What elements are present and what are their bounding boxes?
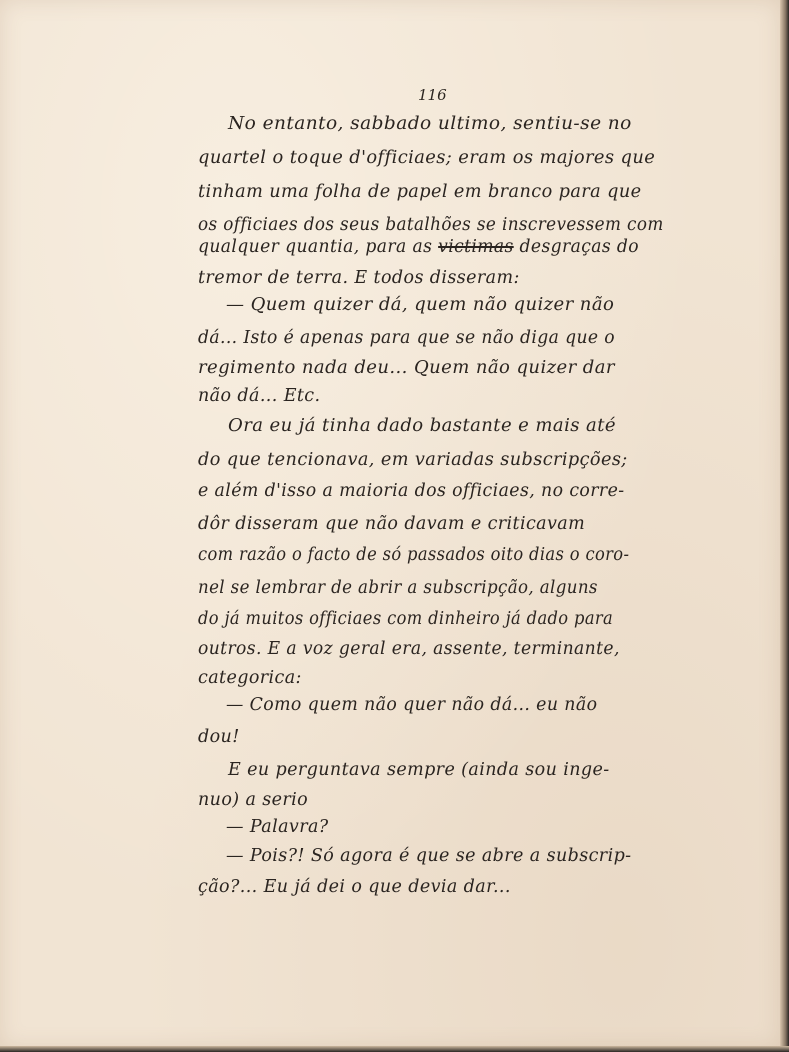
manuscript-line: nel se lembrar de abrir a subscripção, alguns [198,578,598,598]
manuscript-line: dou! [198,727,240,747]
page-edge [780,0,789,1052]
page-edge [0,1046,789,1052]
page-number: 116 [418,86,447,104]
manuscript-line: tremor de terra. E todos disseram: [198,268,520,288]
manuscript-line: — Quem quizer dá, quem não quizer não [226,295,615,315]
manuscript-line: e além d'isso a maioria dos officiaes, no corre- [198,481,625,501]
manuscript-line: E eu perguntava sempre (ainda sou inge- [228,760,610,780]
manuscript-line: do que tencionava, em variadas subscripções; [198,450,628,470]
line-text: qualquer quantia, para as [198,237,433,257]
manuscript-line: — Como quem não quer não dá... eu não [226,695,598,715]
manuscript-line: dôr disseram que não davam e criticavam [198,514,586,534]
manuscript-line: quartel o toque d'officiaes; eram os majores que [198,148,656,168]
manuscript-line: com razão o facto de só passados oito dias o coro- [198,545,630,565]
manuscript-line: ção?... Eu já dei o que devia dar... [198,877,511,897]
line-text: desgraças do [519,237,639,257]
manuscript-line: — Pois?! Só agora é que se abre a subscrip- [226,846,632,866]
manuscript-line: não dá... Etc. [198,386,321,406]
struck-out-word: victimas [438,237,514,257]
manuscript-line: — Palavra? [226,817,329,837]
manuscript-line: Ora eu já tinha dado bastante e mais até [228,416,616,436]
manuscript-line: dá... Isto é apenas para que se não diga que o [198,328,615,348]
manuscript-line [198,237,639,257]
manuscript-line: tinham uma folha de papel em branco para que [198,182,642,202]
manuscript-line: categorica: [198,668,302,688]
manuscript-line: No entanto, sabbado ultimo, sentiu-se no [228,114,632,134]
manuscript-line: do já muitos officiaes com dinheiro já dado para [198,609,614,629]
manuscript-line: outros. E a voz geral era, assente, terminante, [198,639,620,659]
manuscript-line: nuo) a serio [198,790,309,810]
manuscript-line: os officiaes dos seus batalhões se inscrevessem com [198,215,664,235]
manuscript-line: regimento nada deu... Quem não quizer dar [198,358,615,378]
